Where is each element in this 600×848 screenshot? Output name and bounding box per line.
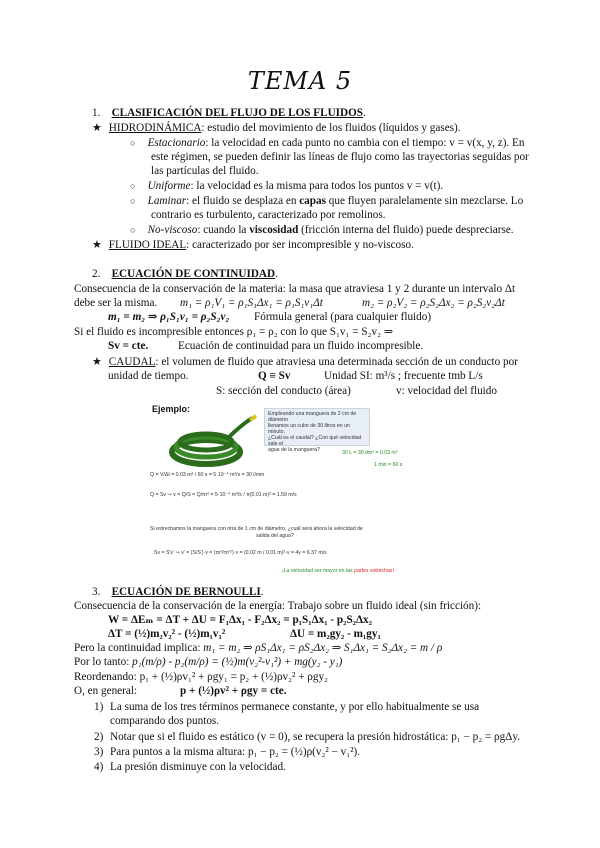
example-note [282, 568, 394, 574]
example-note-a: ¡La velocidad ser mayor en las [282, 568, 355, 574]
laminar-line-2: contrario es turbulento, caracterizado por remolinos. [151, 209, 386, 221]
general-line-label: O, en general: [74, 685, 138, 697]
question-5: Si estrechamos la manguera con otra de 1 cm de diámetro, ¿cuál será ahora la velocidad de [150, 526, 363, 532]
example-figure [146, 400, 458, 582]
note-1-line-1: La suma de los tres términos permanece constante, y por ello habitualmente se usa [110, 701, 480, 713]
caudal-units: Unidad SI: m³/s ; frecuente tmb L/s [324, 370, 483, 382]
caudal-calculation: Q = V/Δt = 0.03 m³ / 60 s = 5·10⁻⁴ m³/s = 30 l/min [150, 472, 265, 478]
hidrodinamica-term: HIDRODINÁMICA [108, 122, 202, 134]
fluido-ideal-item [92, 238, 414, 252]
question-box [264, 408, 370, 453]
work-eq: W = ΔEₘ = ΔT + ΔU = F₁Δx₁ - F₂Δx₂ = p₁S₁Δx₁ - p₂S₂Δx₂ [108, 614, 372, 626]
incompressible-line: Si el fluido es incompresible entonces ρ₁ = ρ₂ con lo que S₁v₁ = S₂v₂ ⇒ [74, 326, 394, 338]
note-1-number: 1) [94, 701, 104, 713]
velocity-def: v: velocidad del fluido [396, 385, 497, 397]
conversion-volume: 30 L = 30 dm³ = 0.03 m³ [342, 450, 398, 456]
potential-eq: ΔU = m₂gy₂ - m₁gy₁ [290, 628, 381, 640]
note-1-line-2: comparando dos puntos. [110, 715, 220, 727]
uniforme-def: : la velocidad es la misma para todos los puntos v = v(t). [190, 180, 444, 192]
noviscoso-bold: viscosidad [249, 224, 299, 236]
section-3-number: 3. [92, 586, 101, 598]
question-6: salida del agua? [256, 533, 294, 539]
laminar-term: Laminar [147, 195, 187, 207]
garden-hose-icon [166, 414, 258, 474]
estacionario-line-2: este régimen, se pueden definir las líneas de flujo como las trayectorias seguidas por [151, 151, 529, 163]
star-bullet-icon: ★ [92, 356, 103, 368]
kinetic-eq: ΔT = (½)m₂v₂² - (½)m₁v₁² [108, 628, 226, 640]
general-eq-label: Fórmula general (para cualquier fluido) [254, 311, 432, 323]
question-line-2: llenamos un cubo de 30 litros en un minuto. [268, 423, 350, 435]
uniforme-term: Uniforme [147, 180, 191, 192]
note-3-number: 3) [94, 746, 104, 758]
note-3: Para puntos a la misma altura: p₁ − p₂ = (½)ρ(v₂² − v₁²). [110, 746, 361, 758]
circle-bullet-icon: ○ [130, 181, 136, 191]
mass-eq-1: m₁ = ρ₁V₁ = ρ₁S₁Δx₁ = ρ₁S₁v₁Δt [180, 297, 323, 309]
fluido-ideal-term: FLUIDO IDEAL [108, 239, 187, 251]
mass-eq-2: m₂ = ρ₂V₂ = ρ₂S₂Δx₂ = ρ₂S₂v₂Δt [362, 297, 505, 309]
section-2-number: 2. [92, 268, 101, 280]
laminar-item [130, 194, 523, 208]
velocity-calculation: Q = Sv ⇒ v = Q/S = Q/πr² = 5·10⁻⁴ m³/s / π(0.01 m)² = 1.59 m/s [150, 492, 297, 498]
section-1-title: CLASIFICACIÓN DEL FLUJO DE LOS FLUIDOS [111, 107, 364, 119]
note-4-number: 4) [94, 761, 104, 773]
estacionario-item [130, 136, 524, 150]
question-line-3: ¿Cuál es el caudal? ¿Con qué velocidad sale el [268, 435, 362, 447]
page-title: TEMA 5 [247, 67, 353, 95]
question-line-1: Empleando una manguera de 2 cm de diámetro [268, 411, 357, 423]
laminar-bold: capas [299, 195, 326, 207]
section-3-heading: 3. ECUACIÓN DE BERNOULLI. [92, 586, 264, 598]
caudal-line-1: : el volumen de fluido que atraviesa una determinada sección de un conducto por [155, 356, 518, 368]
caudal-line-2: unidad de tiempo. [108, 370, 189, 382]
bernoulli-intro: Consecuencia de la conservación de la energía: Trabajo sobre un fluido ideal (sin fricción): [74, 600, 482, 612]
estacionario-line-3: las partículas del fluido. [151, 165, 259, 177]
fluido-ideal-def: : caracterizado por ser incompresible y no-viscoso. [186, 239, 414, 251]
sv-eq-label: Ecuación de continuidad para un fluido incompresible. [178, 340, 424, 352]
estacionario-term: Estacionario [147, 137, 206, 149]
star-bullet-icon: ★ [92, 122, 103, 134]
section-1-heading: 1. CLASIFICACIÓN DEL FLUJO DE LOS FLUIDOS. [92, 107, 366, 119]
bernoulli-eq: p + (½)ρv² + ρgy = cte. [180, 685, 287, 697]
reordering-eq: p₁ + (½)ρv₁² + ρgy₁ = p₂ + (½)ρv₂² + ρgy₂ [139, 671, 328, 683]
example-note-b: partes estrechas! [354, 568, 394, 574]
caudal-term: CAUDAL [108, 356, 156, 368]
continuidad-line-2: debe ser la misma. [74, 297, 158, 309]
general-eq: m₁ = m₂ ⇒ ρ₁S₁v₁ = ρ₂S₂v₂ [108, 311, 230, 323]
circle-bullet-icon: ○ [130, 196, 136, 206]
caudal-eq: Q ≡ Sv [258, 370, 291, 382]
star-bullet-icon: ★ [92, 239, 103, 251]
continuity-implies-eq: m₁ = m₂ ⇒ ρS₁Δx₁ = ρS₂Δx₂ ⇒ S₁Δx₁ = S₂Δx₂ = m / ρ [203, 642, 443, 654]
laminar-def-b: que fluyen paralelamente sin mezclarse. Lo [325, 195, 524, 207]
hidrodinamica-def: : estudio del movimiento de los fluidos (líquidos y gases). [201, 122, 461, 134]
therefore-label: Por lo tanto: [74, 656, 133, 668]
circle-bullet-icon: ○ [130, 138, 136, 148]
caudal-item [92, 355, 518, 369]
section-2-title: ECUACIÓN DE CONTINUIDAD [111, 268, 276, 280]
circle-bullet-icon: ○ [130, 225, 136, 235]
section-def: S: sección del conducto (área) [216, 385, 351, 397]
section-1-number: 1. [92, 107, 101, 119]
section-3-title: ECUACIÓN DE BERNOULLI [111, 586, 261, 598]
note-4: La presión disminuye con la velocidad. [110, 761, 286, 773]
question-line-4: agua de la manguera? [268, 447, 320, 453]
uniforme-item [130, 179, 443, 193]
note-2-number: 2) [94, 731, 104, 743]
estacionario-line-1: : la velocidad en cada punto no cambia con el tiempo: v = v(x, y, z). En [205, 137, 525, 149]
sv-eq: Sv = cte. [108, 340, 149, 352]
therefore-eq: p₁(m/ρ) - p₂(m/ρ) = (½)m(v₂²-v₁²) + mg(y₂ - y₁) [132, 656, 343, 668]
noviscoso-def-b: (fricción interna del fluido) puede despreciarse. [298, 224, 514, 236]
laminar-def-a: : el fluido se desplaza en [186, 195, 300, 207]
noviscoso-def-a: : cuando la [197, 224, 250, 236]
hidrodinamica-item [92, 121, 461, 135]
continuidad-line-1: Consecuencia de la conservación de la materia: la masa que atraviesa 1 y 2 durante un intervalo Δt [74, 283, 516, 295]
narrow-velocity-calculation: Sv = S'v' ⇒ v' = (S/S')·v = (πr²/πr'²)·v = (0.02 m / 0.01 m)²·v = 4v = 6.37 m/s [154, 550, 327, 556]
continuity-implies-label: Pero la continuidad implica: [74, 642, 204, 654]
therefore-line [74, 655, 342, 669]
reordering-label: Reordenando: [74, 671, 140, 683]
reordering-line [74, 670, 328, 684]
noviscoso-item [130, 223, 514, 237]
noviscoso-term: No-viscoso [147, 224, 198, 236]
note-2: Notar que si el fluido es estático (v = 0), se recupera la presión hidrostática: p₁ − p₂ = ρgΔy. [110, 731, 521, 743]
example-label: Ejemplo: [152, 404, 191, 414]
conversion-time: 1 min = 60 s [374, 462, 403, 468]
section-2-heading: 2. ECUACIÓN DE CONTINUIDAD. [92, 268, 278, 280]
continuity-implies [74, 641, 442, 655]
